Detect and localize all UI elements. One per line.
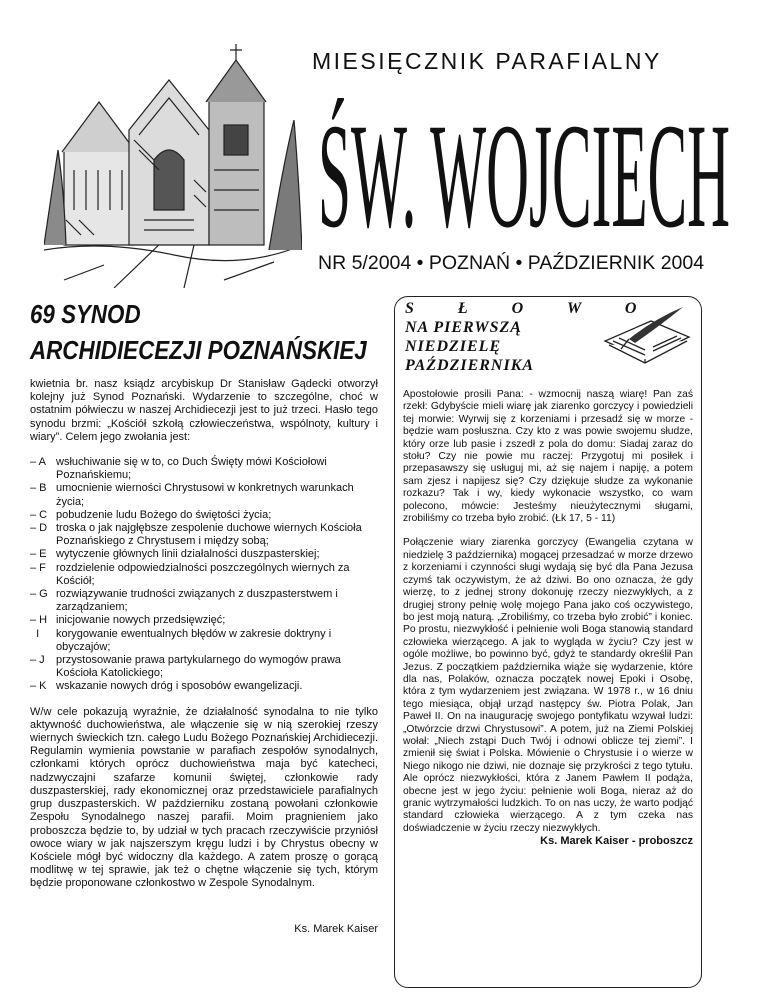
goal-letter: – C — [30, 508, 48, 521]
goal-text: korygowanie ewentualnych błędów w zakresie doktryny i obyczajów; — [56, 627, 332, 653]
article-intro: kwietnia br. nasz ksiądz arcybiskup Dr Stanisław Gądecki otworzył kolejny już Synod Poznański. Wydarzenie to szczególne, choć w ostatnim półwieczu w naszej Archidiecezji jest to już trzeci. Hasło tego synodu brzmi: „Kościół szkołą człowieczeństwa, wspólnoty, kultury i wiary”. Celem jego zwołania jest: — [30, 378, 378, 443]
list-item — [30, 628, 378, 654]
goal-text: wytyczenie głównych linii działalności duszpasterskiej; — [56, 548, 320, 561]
article-body: W/w cele pokazują wyraźnie, że działalność synodalna to nie tylko aktywność duchowieństwa, ale włączenie się w nią szerokiej rzeszy wiernych świeckich tzn. całego Ludu Bożego Poznańskiej Archidiecezji. Regulamin wymienia powstanie w parafiach zespołów synodalnych, członkami których oprócz duchowieństwa maja być katecheci, nadzwyczajni szafarze komunii świętej, członkowie rady duszpasterskiej, rady ekonomicznej oraz przedstawiciele parafialnych grup duszpasterskich. W październiku zostaną powołani członkowie Zespołu Synodalnego naszej parafii. Moim pragnieniem jako proboszcza będzie to, by udział w tych pracach rzeczywiście przyniósł owoce wiary w jak najszerszym kręgu ludzi i by Chrystus obecny w Kościele mógł być widoczny dla każdego. A zatem proszę o gorącą modlitwę w tej sprawie, jak też o chętne włączenie się tych, którym będzie proponowane członkostwo w Zespole Synodalnym. — [30, 705, 378, 890]
goal-text: wskazanie nowych dróg i sposobów ewangelizacji. — [56, 680, 303, 693]
masthead-subtitle: MIESIĘCZNIK PARAFIALNY — [312, 48, 662, 74]
list-item — [30, 482, 378, 508]
masthead-title-text: ŚW. WOJCIECH — [318, 98, 730, 238]
gospel-sidebar — [394, 296, 702, 988]
sidebar-body — [403, 389, 693, 848]
goal-letter: – B — [30, 482, 47, 495]
list-item — [30, 588, 378, 614]
article-signature: Ks. Marek Kaiser — [294, 922, 378, 935]
church-drawing — [44, 40, 302, 288]
sidebar-heading-line4: PAŹDZIERNIKA — [405, 357, 535, 374]
masthead-title — [318, 98, 738, 238]
sidebar-heading-line3: NIEDZIELĘ — [405, 338, 502, 355]
goal-text: inicjowanie nowych przedsięwzięć; — [56, 614, 226, 627]
goal-letter: – H — [30, 614, 48, 627]
goal-text: wsłuchiwanie się w to, co Duch Święty mówi Kościołowi Poznańskiemu; — [56, 456, 327, 482]
list-item — [30, 522, 378, 548]
list-item — [30, 456, 378, 482]
list-item — [30, 548, 378, 561]
list-item — [30, 654, 378, 680]
goal-letter: – D — [30, 522, 48, 535]
goal-letter: – A — [30, 456, 46, 469]
goal-letter: – J — [30, 654, 45, 667]
goal-letter: – K — [30, 680, 47, 693]
list-item — [30, 509, 378, 522]
goal-text: troska o jak najgłębsze zespolenie duchowe wiernych Kościoła Poznańskiego z Chrystusem i między sobą; — [56, 522, 362, 548]
sidebar-heading-line2: NA PIERWSZĄ — [405, 319, 522, 336]
issue-line: NR 5/2004 • POZNAŃ • PAŹDZIERNIK 2004 — [318, 252, 705, 274]
goal-text: przystosowanie prawa partykularnego do wymogów prawa Kościoła Katolickiego; — [56, 654, 341, 680]
list-item — [30, 614, 378, 627]
goal-text: pobudzenie ludu Bożego do świętości życia; — [56, 508, 272, 521]
synod-goals-list — [30, 456, 378, 694]
goal-text: rozdzielenie odpowiedzialności poszczególnych wiernych za Kościół; — [56, 561, 350, 587]
goal-letter: – E — [30, 548, 47, 561]
goal-letter: – G — [30, 588, 48, 601]
list-item — [30, 680, 378, 693]
gospel-text: Apostołowie prosili Pana: - wzmocnij naszą wiarę! Pan zaś rzekł: Gdybyście mieli wiarę jak ziarenko gorczycy i powiedzieli tej morwie: Wyrwij się z korzeniami i przesadź się w morze - będzie wam posłuszna. Czy kto z was powie swojemu słudze, który orze lub pasie i zszedł z pola do domu: Siadaj zaraz do stołu? Czy nie powie mu raczej: Przygotuj mi posiłek i przepasawszy się usługuj mi, aż się najem i napiję, a potem sam zjesz i napijesz się? Czy dziękuje słudze za wykonanie rozkazu? Tak i wy, kiedy wykonacie wszystko, co wam polecono, mówcie: Jesteśmy nieużytecznymi sługami, zrobiliśmy co trzeba było zrobić. (Łk 17, 5 - 11) — [403, 389, 693, 525]
list-item — [30, 562, 378, 588]
goal-text: rozwiązywanie trudności związanych z duszpasterstwem i zarządzaniem; — [56, 588, 338, 614]
goal-letter: – F — [30, 561, 46, 574]
goal-text: umocnienie wierności Chrystusowi w konkretnych warunkach życia; — [56, 482, 354, 508]
sidebar-signature: Ks. Marek Kaiser - proboszcz — [540, 835, 693, 848]
article-title-line2: ARCHIDIECEZJI POZNAŃSKIEJ — [30, 335, 367, 365]
commentary-text: Połączenie wiary ziarenka gorczycy (Ewangelia czytana w niedzielę 3 października) mogącej przesadzać w morze drzewo z korzeniami i czynności sługi wydają się być dla Pana Jezusa czymś tak oczywistym, że aż dziwi. Bo ono oznacza, że gdy wierzę, to z jednej strony dokonuję rzeczy niezwykłych, a z drugiej strony pełnię wolę mojego Pana jako coś oczywistego, bo jest moją naturą. „Zrobiliśmy, co trzeba było zrobić” i koniec. Po prostu, niezwykłość i pełnienie woli Boga stanowią standard człowieka wierzącego. A jak to wygląda w życiu? Czy jest w ogóle możliwe, bo powinno być, gdyż te standardy określił Pan Jezus. Z początkiem października wiąże się wydarzenie, które dla nas, Polaków, oznacza początek nowej Epoki i Osobę, która z tym wydarzeniem jest związana. W 1978 r., w 16 dniu tego miesiąca, objął urząd następcy św. Piotra Polak, Jan Paweł II. On na inaugurację swojego pontyfikatu wzywał ludzi: „Otwórzcie drzwi Chrystusowi”. A potem, już na Ziemi Polskiej wołał: „Niech zstąpi Duch Twój i odnowi oblicze tej ziemi”. I zmienił się świat i Polska. Mówienie o Chrystusie i o wierze w Niego nikogo nie dziwi, nie doznaje się przykrości z tego tytułu. Ale oprócz niezwykłości, która z Janem Pawłem II podąża, obecne jest w jego życiu: pełnienie woli Boga, nieraz aż do granic wytrzymałości ludzkich. To on nas uczy, że warto podjąć standard człowieka wierzącego. A z tym czeka nas doświadczenie w życiu rzeczy niezwykłych. — [403, 537, 693, 834]
sidebar-header — [395, 297, 701, 389]
goal-letter: I — [30, 627, 40, 640]
sidebar-heading-line1: S Ł O W O — [405, 300, 657, 317]
article-title-line1: 69 SYNOD — [30, 299, 141, 329]
open-book-with-quill-icon — [599, 301, 695, 371]
synod-article — [30, 296, 378, 935]
